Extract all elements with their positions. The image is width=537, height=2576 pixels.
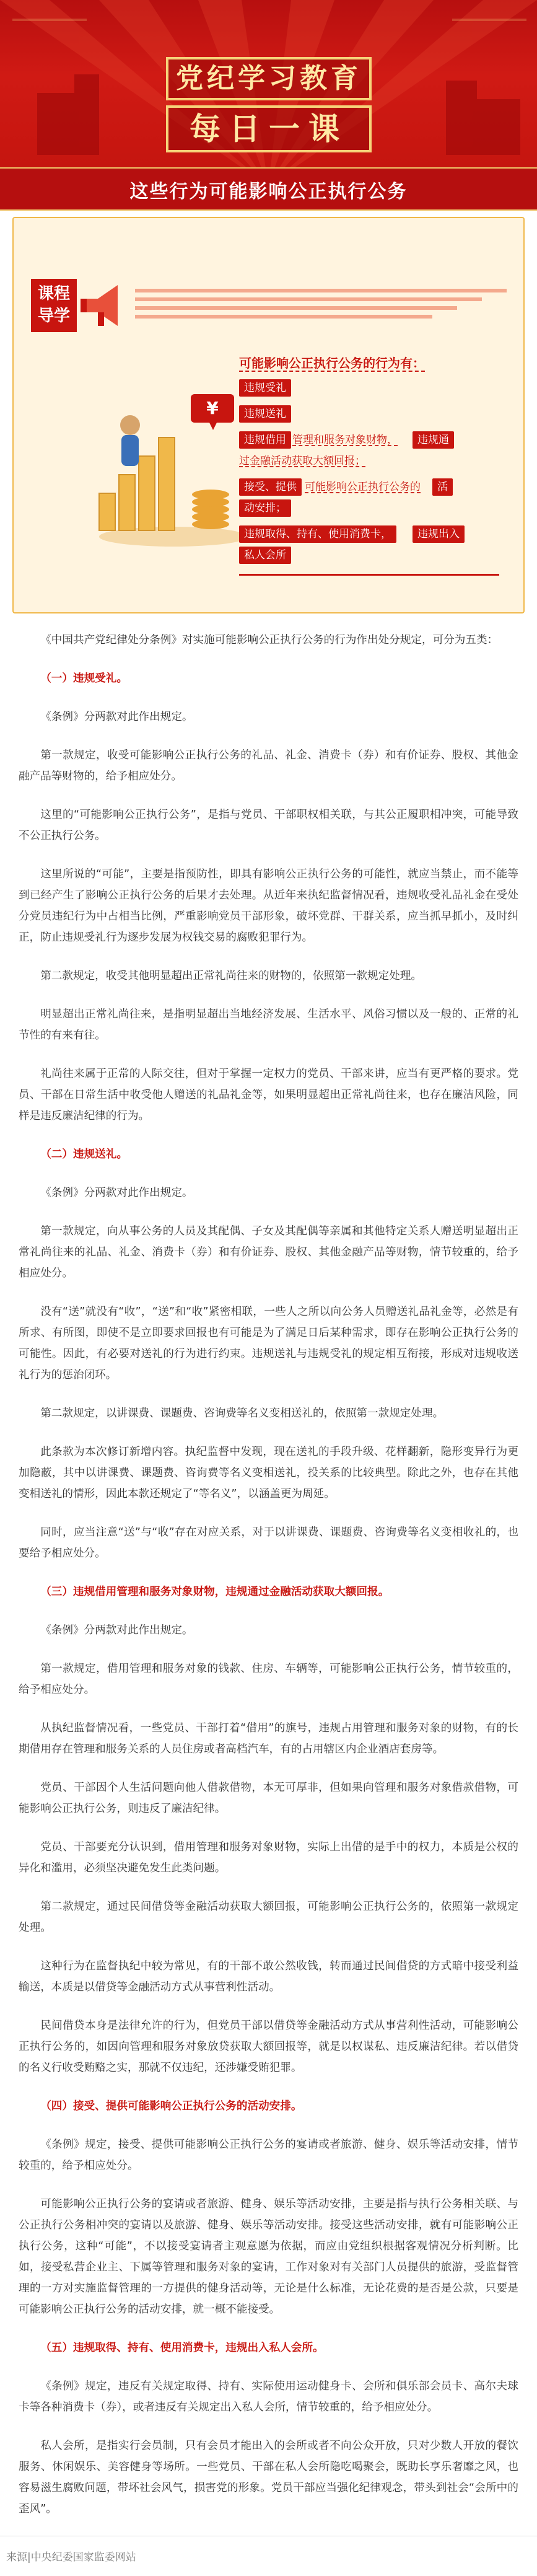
megaphone-icon [79, 278, 129, 333]
sign-label-2: 导学 [37, 307, 70, 325]
tag-giving-gifts: 违规送礼 [239, 405, 291, 423]
subtitle-bar [0, 167, 537, 211]
source-note: 来源|中央纪委国家监委网站 [6, 2551, 136, 2564]
paragraph: 此条款为本次修订新增内容。执纪监督中发现，现在送礼的手段升级、花样翻新，隐形变异行为更加隐蔽，其中以讲课费、课题费、咨询费等名义变相送礼，投关系的比较典型。除此之外，也存在其他变相送礼的情形，因此本款还规定了“等名义”，以涵盖更为周延。 [19, 1446, 518, 1500]
sign-label-1: 课程 [37, 284, 70, 303]
course-guide-sign [31, 279, 77, 332]
paragraph: 可能影响公正执行公务的宴请或者旅游、健身、娱乐等活动安排，主要是指与执行公务相关联、与公正执行公务相冲突的宴请以及旅游、健身、娱乐等活动安排。接受这些活动安排，就有可能影响公正执行公务，这种“可能”，不以接受宴请者主观意愿为依据，而应由党组织根据客观情况分析判断。比如，接受私营企业主、下属等管理和服务对象的宴请，工作对象对有关部门人员提供的旅游，受监督管理的一方对实施监督管理的一方提供的健身活动等，无论是什么标准，无论花费的是否是公款，只要是可能影响公正执行公务的活动安排，就一概不能接受。 [19, 2198, 518, 2316]
tag-financial-detail: 过金融活动获取大额回报； [239, 455, 365, 467]
paragraph: 第二款规定，通过民间借贷等金融活动获取大额回报，可能影响公正执行公务的，依照第一款规定处理。 [19, 1901, 518, 1934]
svg-text:¥: ¥ [206, 398, 219, 418]
header-banner [0, 0, 537, 167]
tag-activity-detail: 可能影响公正执行公务的 [305, 481, 421, 493]
paragraph: 第二款规定，以讲课费、课题费、咨询费等名义变相送礼的，依照第一款规定处理。 [40, 1407, 444, 1420]
paragraph: 《条例》规定，接受、提供可能影响公正执行公务的宴请或者旅游、健身、娱乐等活动安排，情节较重的，给予相应处分。 [19, 2139, 518, 2172]
card-divider [239, 574, 499, 576]
paragraph: 《条例》规定，违反有关规定取得、持有、实际使用运动健身卡、会所和俱乐部会员卡、高尔夫球卡等各种消费卡（券），或者违反有关规定出入私人会所，情节较重的，给予相应处分。 [19, 2380, 518, 2414]
section-heading: （三）违规借用管理和服务对象财物，违规通过金融活动获取大额回报。 [40, 1586, 390, 1598]
page-title: 这些行为可能影响公正执行公务 [129, 181, 408, 203]
paragraph: 没有“送”就没有“收”，“送”和“收”紧密相联，一些人之所以向公务人员赠送礼品礼金等，必然是有所求、有所图，即使不是立即要求回报也有可能是为了满足日后某种需求，即存在影响公正执行公务的可能性。因此，有必要对送礼的行为进行约束。违规送礼与违规受礼的规定相互衔接，形成对违规收送礼行为的惩治闭环。 [19, 1306, 518, 1381]
paragraph: 《条例》分两款对此作出规定。 [40, 711, 193, 723]
paragraph: 第一款规定，借用管理和服务对象的钱款、住房、车辆等，可能影响公正执行公务，情节较重的，给予相应处分。 [19, 1663, 518, 1696]
course-guide-card [12, 217, 525, 613]
question-heading: 可能影响公正执行公务的行为有： [239, 356, 425, 371]
paragraph: 第二款规定，收受其他明显超出正常礼尚往来的财物的，依照第一款规定处理。 [40, 970, 422, 982]
stripe-decoration [135, 284, 507, 327]
tag-consumption-cards: 违规取得、持有、使用消费卡， [239, 525, 396, 543]
paragraph: 党员、干部因个人生活问题向他人借款借物，本无可厚非，但如果向管理和服务对象借款借物，可能影响公正执行公务，则违反了廉洁纪律。 [19, 1782, 518, 1815]
paragraph: 民间借贷本身是法律允许的行为，但党员干部以借贷等金融活动方式从事营利性活动，可能影响公正执行公务的，如因向管理和服务对象放贷获取大额回报等，就是以权谋私、违反廉洁纪律。若以借贷的名义行收受贿赂之实，那就不仅违纪，还涉嫌受贿犯罪。 [19, 2020, 518, 2074]
paragraph: 这种行为在监督执纪中较为常见，有的干部不敢公然收钱，转而通过民间借贷的方式暗中接受利益输送，本质是以借贷等金融活动方式从事营利性活动。 [19, 1960, 518, 1994]
paragraph: 《中国共产党纪律处分条例》对实施可能影响公正执行公务的行为作出处分规定，可分为五类： [40, 634, 499, 646]
paragraph: 党员、干部要充分认识到，借用管理和服务对象财物，实际上出借的是手中的权力，本质是公权的异化和滥用，必须坚决避免发生此类问题。 [19, 1841, 518, 1875]
tag-activity-arrangements: 接受、提供 [239, 478, 302, 496]
section-heading: （五）违规取得、持有、使用消费卡，违规出入私人会所。 [40, 2342, 324, 2354]
title-line-1: 党纪学习教育 [166, 57, 372, 100]
section-heading: （一）违规受礼。 [40, 672, 128, 685]
paragraph: 礼尚往来属于正常的人际交往，但对于掌握一定权力的党员、干部来讲，应当有更严格的要求。党员、干部在日常生活中收受他人赠送的礼品礼金等，如果明显超出正常礼尚往来，也存在廉洁风险，同样是违反廉洁纪律的行为。 [19, 1068, 518, 1122]
tag-financial-activities: 违规通 [413, 431, 454, 449]
tag-activity-word: 活 [432, 478, 453, 496]
tag-accepting-gifts: 违规受礼 [239, 379, 291, 397]
paragraph: 《条例》分两款对此作出规定。 [40, 1624, 193, 1637]
tag-activity-end: 动安排； [239, 499, 291, 517]
paragraph: 同时，应当注意“送”与“收”存在对应关系，对于以讲课费、课题费、咨询费等名义变相收礼的，也要给予相应处分。 [19, 1526, 518, 1560]
tag-private-clubs-end: 私人会所 [239, 547, 291, 564]
paragraph: 明显超出正常礼尚往来，是指明显超出当地经济发展、生活水平、风俗习惯以及一般的、正常的礼节性的有来有往。 [19, 1008, 518, 1042]
paragraph: 第一款规定，收受可能影响公正执行公务的礼品、礼金、消费卡（券）和有价证券、股权、其他金融产品等财物的，给予相应处分。 [19, 749, 518, 783]
tag-private-clubs: 违规出入 [413, 525, 465, 543]
section-heading: （二）违规送礼。 [40, 1148, 128, 1161]
paragraph: 这里的“可能影响公正执行公务”，是指与党员、干部职权相关联，与其公正履职相冲突，可能导致不公正执行公务。 [19, 809, 518, 842]
section-heading: （四）接受、提供可能影响公正执行公务的活动安排。 [40, 2100, 302, 2112]
paragraph: 这里所说的“可能”，主要是指预防性，即具有影响公正执行公务的可能性，就应当禁止，而不能等到已经产生了影响公正执行公务的后果才去处理。从近年来执纪监督情况看，违规收受礼品礼金在受处分党员违纪行为中占相当比例，严重影响党员干部形象，破坏党群、干群关系，应当抓早抓小，及时纠正，防止违规受礼行为逐步发展为权钱交易的腐败犯罪行为。 [19, 868, 518, 944]
paragraph: 《条例》分两款对此作出规定。 [40, 1187, 193, 1199]
finance-illustration [87, 369, 254, 555]
paragraph: 从执纪监督情况看，一些党员、干部打着“借用”的旗号，违规占用管理和服务对象的财物，有的长期借用存在管理和服务关系的人员住房或者高档汽车，有的占用辖区内企业酒店套房等。 [19, 1722, 518, 1756]
tag-borrowing-detail: 管理和服务对象财物， [292, 434, 398, 446]
title-line-2: 每日一课 [166, 105, 372, 152]
paragraph: 第一款规定，向从事公务的人员及其配偶、子女及其配偶等亲属和其他特定关系人赠送明显超出正常礼尚往来的礼品、礼金、消费卡（券）和有价证券、股权、其他金融产品等财物，情节较重的，给予相应处分。 [19, 1225, 518, 1280]
tag-improper-borrowing: 违规借用 [239, 431, 291, 449]
article-body [19, 630, 518, 2537]
paragraph: 私人会所，是指实行会员制，只有会员才能出入的会所或者不向公众开放，只对少数人开放的餐饮服务、休闲娱乐、美容健身等场所。一些党员、干部在私人会所隐吃喝聚会，既助长享乐奢靡之风，也容易滋生腐败问题，带坏社会风气，损害党的形象。党员干部应当强化纪律观念，带头到社会“会所中的歪风”。 [19, 2440, 518, 2515]
